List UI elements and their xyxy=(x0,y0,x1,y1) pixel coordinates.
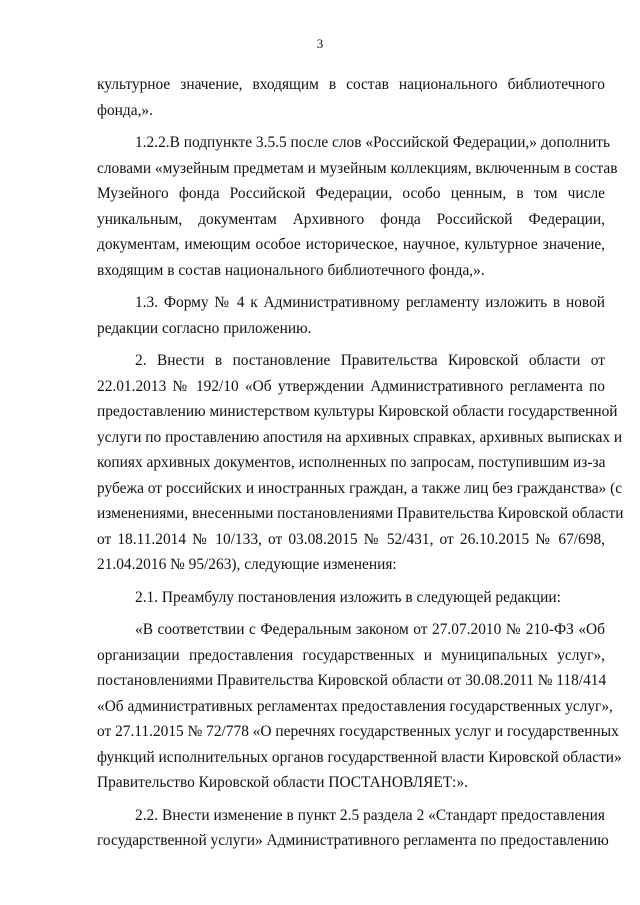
document-body xyxy=(97,72,624,854)
text-line: государственной услуги» Административного регламента по предоставлению xyxy=(97,832,609,849)
text-line: копиях архивных документов, исполненных по запросам, поступившим из-за xyxy=(97,454,606,471)
text-line: функций исполнительных органов государственной власти Кировской области» xyxy=(97,748,622,766)
text-line: 2.2. Внести изменение в пункт 2.5 раздела 2 «Стандарт предоставления xyxy=(135,806,605,824)
paragraph xyxy=(97,130,618,283)
text-line: 21.04.2016 № 95/263), следующие изменения: xyxy=(97,556,397,573)
text-line: Музейного фонда Российской Федерации, особо ценным, в том числе xyxy=(97,185,605,202)
text-line: редакции согласно приложению. xyxy=(97,319,312,337)
text-line: Правительство Кировской области ПОСТАНОВЛЯЕТ:». xyxy=(97,774,468,791)
text-line: от 27.11.2015 № 72/778 «О перечнях государственных услуг и государственных xyxy=(97,723,619,740)
text-line: фонда,». xyxy=(97,101,153,119)
text-line: предоставлению министерством культуры Кировской области государственной xyxy=(97,403,618,420)
text-line: «Об административных регламентах предоставления государственных услуг», xyxy=(97,697,613,715)
text-line: организации предоставления государственных и муниципальных услуг», xyxy=(97,646,605,664)
text-line: от 18.11.2014 № 10/133, от 03.08.2015 № 52/431, от 26.10.2015 № 67/698, xyxy=(97,530,605,548)
text-line: рубежа от российских и иностранных граждан, а также лиц без гражданства» (с xyxy=(97,479,623,497)
paragraph xyxy=(97,585,605,611)
text-line: словами «музейным предметам и музейным коллекциям, включенным в состав xyxy=(97,159,618,177)
text-line: «В соответствии с Федеральным законом от 27.07.2010 № 210-ФЗ «Об xyxy=(135,621,605,638)
paragraph xyxy=(97,617,622,796)
paragraph xyxy=(97,803,609,854)
text-line: культурное значение, входящим в состав национального библиотечного xyxy=(97,76,605,93)
text-line: 1.3. Форму № 4 к Административному регламенту изложить в новой xyxy=(135,294,605,311)
page-number: 3 xyxy=(316,36,324,51)
text-line: документам, имеющим особое историческое, научное, культурное значение, xyxy=(97,236,605,253)
text-line: услуги по проставлению апостиля на архивных справках, архивных выписках и xyxy=(97,428,623,446)
text-line: изменениями, внесенными постановлениями Правительства Кировской области xyxy=(97,505,624,522)
text-line: 2. Внести в постановление Правительства Кировской области от xyxy=(135,352,605,369)
paragraph xyxy=(97,72,605,123)
paragraph xyxy=(97,290,605,341)
text-line: уникальным, документам Архивного фонда Российской Федерации, xyxy=(97,210,605,228)
text-line: 1.2.2.В подпункте 3.5.5 после слов «Российской Федерации,» дополнить xyxy=(135,134,610,151)
paragraph xyxy=(97,348,624,578)
text-line: постановлениями Правительства Кировской области от 30.08.2011 № 118/414 xyxy=(97,672,607,689)
text-line: 22.01.2013 № 192/10 «Об утверждении Административного регламента по xyxy=(97,377,605,395)
text-line: 2.1. Преамбулу постановления изложить в следующей редакции: xyxy=(135,588,561,606)
text-line: входящим в состав национального библиотечного фонда,». xyxy=(97,261,485,279)
